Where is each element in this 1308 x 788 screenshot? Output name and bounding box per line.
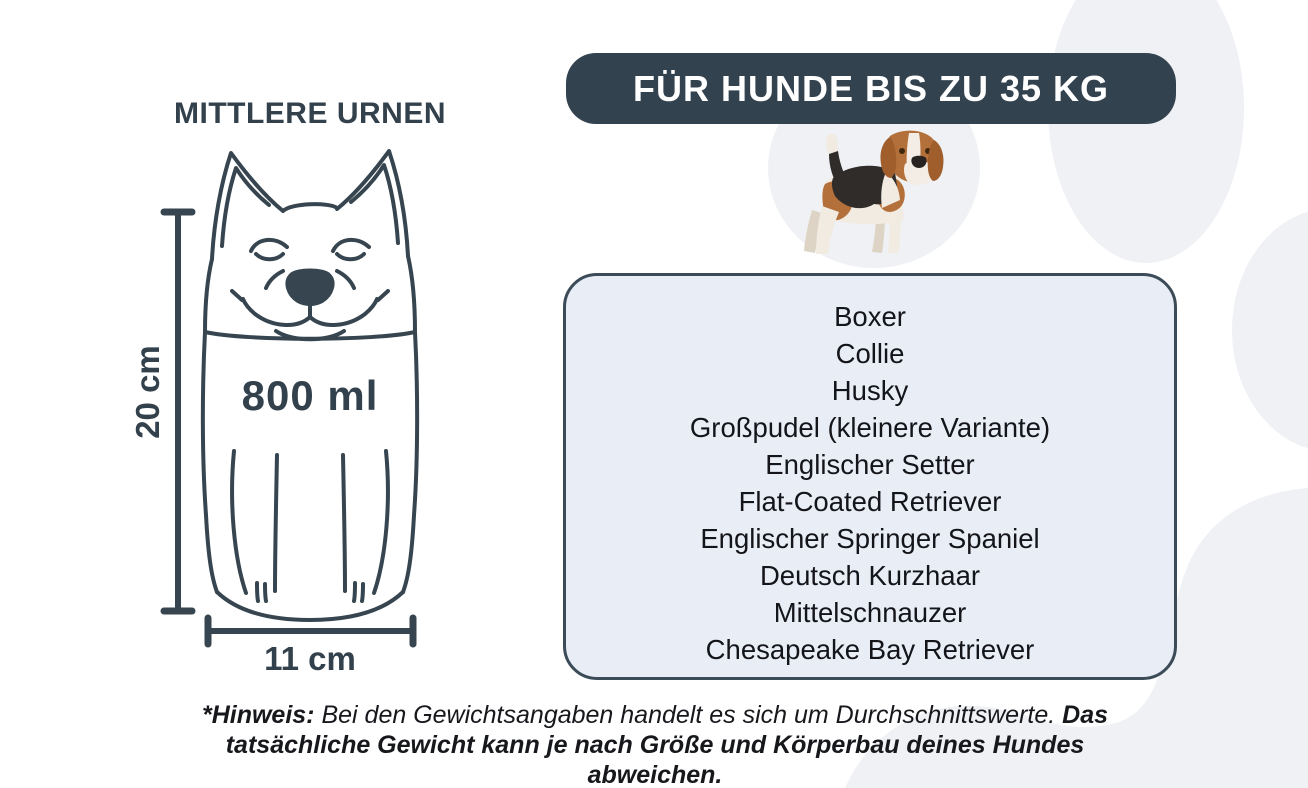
breed-item: Deutsch Kurzhaar [759, 560, 981, 591]
breed-item: Boxer [834, 301, 906, 332]
breed-item: Englischer Springer Spaniel [700, 523, 1040, 554]
breed-item: Mittelschnauzer [773, 597, 967, 628]
footnote-regular-text: Bei den Gewichtsangaben handelt es sich um Durchschnittswerte. [314, 701, 1063, 729]
breed-item: Chesapeake Bay Retriever [705, 634, 1035, 665]
weight-badge: FÜR HUNDE BIS ZU 35 KG [566, 53, 1176, 124]
footnote-bold-prefix: *Hinweis: [201, 701, 315, 729]
breed-item: Husky [831, 375, 909, 406]
beagle-illustration [778, 122, 970, 264]
breed-item: Englischer Setter [765, 449, 975, 480]
section-title: MITTLERE URNEN [174, 97, 446, 130]
urn-nose [287, 271, 332, 305]
breed-item: Großpudel (kleinere Variante) [689, 412, 1051, 443]
footnote [170, 700, 1140, 788]
breed-item: Flat-Coated Retriever [738, 486, 1002, 517]
urn-height-label: 20 cm [129, 345, 166, 439]
breed-list [566, 276, 1174, 668]
paw-toe-shape [1048, 0, 1244, 263]
urn-width-label: 11 cm [264, 640, 356, 677]
breed-item: Collie [835, 338, 905, 369]
footnote-bold-suffix: Das tatsächliche Gewicht kann je nach Größe und Körperbau deines Hundes abweichen. [225, 701, 1109, 788]
paw-toe-shape [1232, 208, 1308, 452]
urn-capacity-label: 800 ml [241, 372, 379, 419]
breed-list-box [563, 273, 1177, 680]
